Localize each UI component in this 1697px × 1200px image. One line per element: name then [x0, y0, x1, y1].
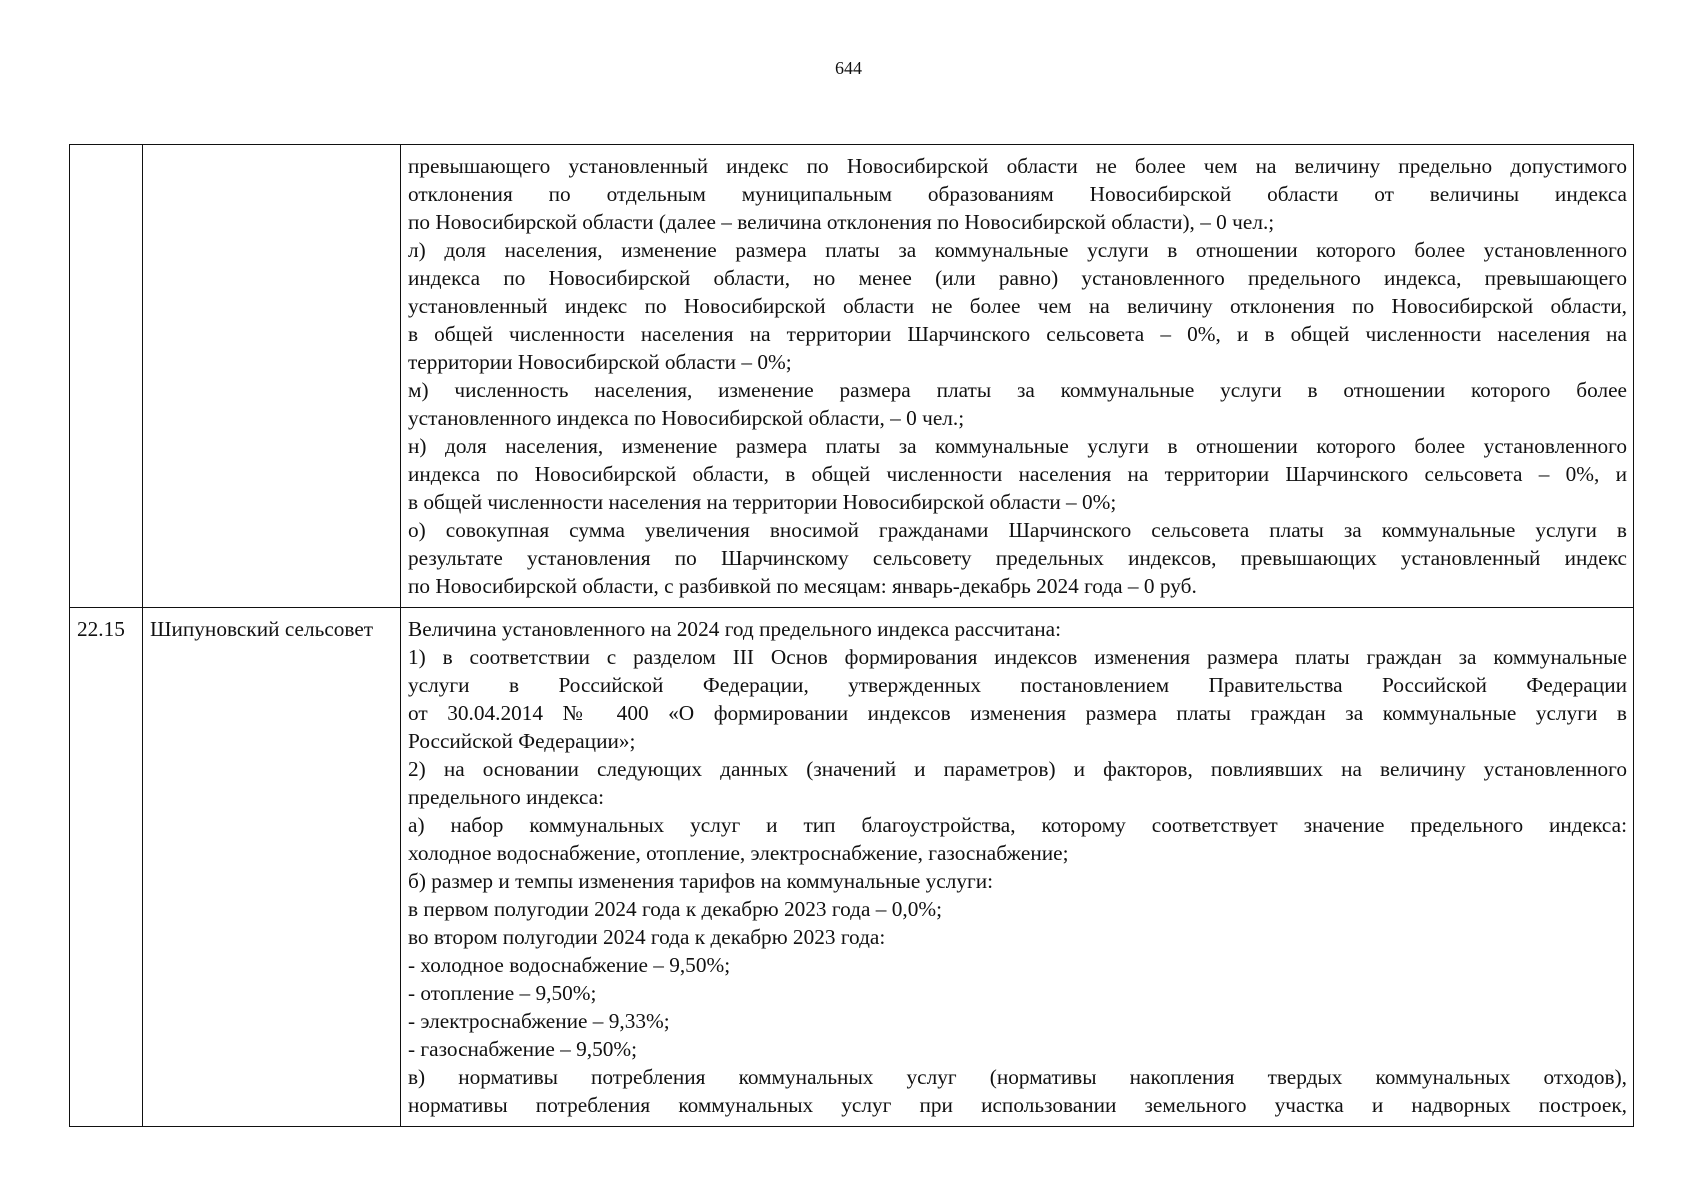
- text-line: б) размер и темпы изменения тарифов на коммунальные услуги:: [408, 869, 994, 893]
- text-line: в общей численности населения на территории Новосибирской области – 0%;: [408, 490, 1117, 514]
- text-line: м) численность населения, изменение размера платы за коммунальные услуги в отношении которого более: [408, 378, 1627, 402]
- text-line: установленный индекс по Новосибирской области не более чем на величину отклонения по Новосибирской области,: [408, 294, 1627, 318]
- text-line: н) доля населения, изменение размера платы за коммунальные услуги в отношении которого более установленного: [408, 434, 1627, 458]
- text-line: в) нормативы потребления коммунальных услуг (нормативы накопления твердых коммунальных отходов),: [408, 1065, 1627, 1089]
- text-line: в общей численности населения на территории Шарчинского сельсовета – 0%, и в общей численности населения на: [408, 322, 1627, 346]
- text-line: по Новосибирской области, с разбивкой по месяцам: январь-декабрь 2024 года – 0 руб.: [408, 574, 1197, 598]
- text-line: предельного индекса:: [408, 785, 605, 809]
- table-body: [70, 145, 1634, 1127]
- text-line: нормативы потребления коммунальных услуг при использовании земельного участка и надворных построек,: [408, 1093, 1627, 1117]
- text-line: отклонения по отдельным муниципальным образованиям Новосибирской области от величины индекса: [408, 182, 1627, 206]
- row-number-cell: [70, 145, 143, 608]
- text-line: превышающего установленный индекс по Новосибирской области не более чем на величину предельно допустимого: [408, 154, 1627, 178]
- text-line: - электроснабжение – 9,33%;: [408, 1009, 670, 1033]
- text-line: холодное водоснабжение, отопление, электроснабжение, газоснабжение;: [408, 841, 1069, 865]
- text-line: установленного индекса по Новосибирской области, – 0 чел.;: [408, 406, 965, 430]
- text-line: л) доля населения, изменение размера платы за коммунальные услуги в отношении которого более установленного: [408, 238, 1627, 262]
- table-row: [70, 145, 1634, 608]
- text-line: в первом полугодии 2024 года к декабрю 2023 года – 0,0%;: [408, 897, 943, 921]
- text-line: - холодное водоснабжение – 9,50%;: [408, 953, 731, 977]
- text-line: о) совокупная сумма увеличения вносимой гражданами Шарчинского сельсовета платы за коммунальные услуги в: [408, 518, 1627, 542]
- text-line: услуги в Российской Федерации, утвержденных постановлением Правительства Российской Федерации: [408, 673, 1627, 697]
- text-line: - отопление – 9,50%;: [408, 981, 597, 1005]
- text-line: индекса по Новосибирской области, в общей численности населения на территории Шарчинского сельсовета – 0%, и: [408, 462, 1627, 486]
- text-line: а) набор коммунальных услуг и тип благоустройства, которому соответствует значение предельного индекса:: [408, 813, 1627, 837]
- text-line: 1) в соответствии с разделом III Основ формирования индексов изменения размера платы граждан за коммунальные: [408, 645, 1627, 669]
- municipality-name-cell: [143, 145, 401, 608]
- text-line: индекса по Новосибирской области, но менее (или равно) установленного предельного индекса, превышающего: [408, 266, 1627, 290]
- text-line: результате установления по Шарчинскому сельсовету предельных индексов, превышающих установленный индекс: [408, 546, 1627, 570]
- text-line: территории Новосибирской области – 0%;: [408, 350, 792, 374]
- index-table: [69, 144, 1634, 1127]
- description-cell: [401, 608, 1634, 1127]
- municipality-name-cell: Шипуновский сельсовет: [143, 608, 401, 1127]
- text-line: во втором полугодии 2024 года к декабрю 2023 года:: [408, 925, 886, 949]
- text-line: 2) на основании следующих данных (значений и параметров) и факторов, повлиявших на величину установленного: [408, 757, 1627, 781]
- text-line: Российской Федерации»;: [408, 729, 636, 753]
- text-line: - газоснабжение – 9,50%;: [408, 1037, 638, 1061]
- row-number-cell: 22.15: [70, 608, 143, 1127]
- text-line: по Новосибирской области (далее – величина отклонения по Новосибирской области), – 0 чел.;: [408, 210, 1275, 234]
- description-cell: [401, 145, 1634, 608]
- text-line: от 30.04.2014 № 400 «О формировании индексов изменения размера платы граждан за коммунальные услуги в: [408, 701, 1627, 725]
- table-row: [70, 608, 1634, 1127]
- text-line: Величина установленного на 2024 год предельного индекса рассчитана:: [408, 617, 1062, 641]
- page-number: 644: [835, 58, 862, 78]
